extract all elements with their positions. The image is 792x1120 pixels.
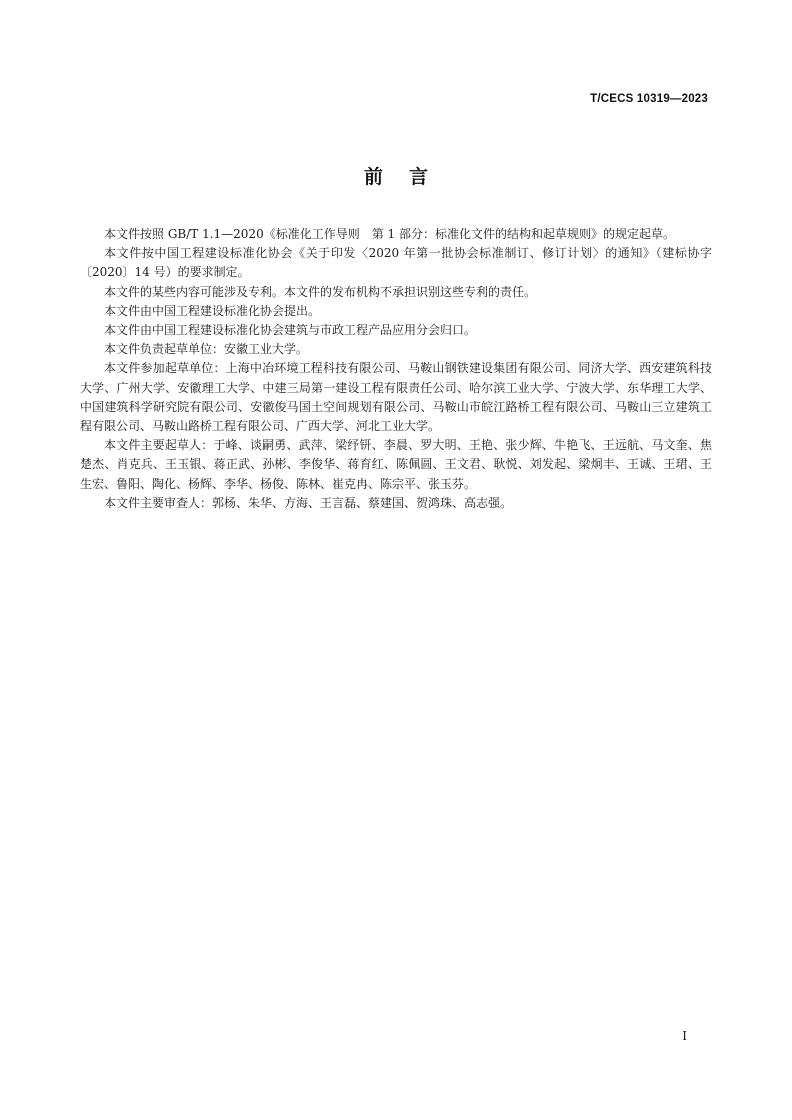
paragraph-patent-notice: 本文件的某些内容可能涉及专利。本文件的发布机构不承担识别这些专利的责任。 (104, 284, 537, 299)
paragraph-main-drafters: 本文件主要起草人：于峰、谈嗣勇、武萍、梁纾钘、李晨、罗大明、王艳、张少辉、牛艳飞、王远航、马文奎、焦楚杰、肖克兵、王玉银、蒋正武、孙彬、李俊华、蒋育红、陈佩圆、王文君、耿悦、刘发起、梁炯丰、王诚、王珺、王生宏、鲁阳、陶化、杨辉、李华、杨俊、陈林、崔克冉、陈宗平、张玉芬。 (80, 438, 712, 491)
preface-body (80, 225, 712, 513)
standard-code: T/CECS 10319—2023 (590, 93, 708, 105)
paragraph-main-reviewers: 本文件主要审查人：郭杨、朱华、方海、王言磊、蔡建国、贺鸿珠、高志强。 (104, 495, 513, 510)
paragraph-participating-units: 本文件参加起草单位：上海中冶环境工程科技有限公司、马鞍山钢铁建设集团有限公司、同济大学、西安建筑科技大学、广州大学、安徽理工大学、中建三局第一建设工程有限责任公司、哈尔滨工业大学、宁波大学、东华理工大学、中国建筑科学研究院有限公司、安徽俊马国土空间规划有限公司、马鞍山市皖江路桥工程有限公司、马鞍山三立建筑工程有限公司、马鞍山路桥工程有限公司、广西大学、河北工业大学。 (80, 361, 712, 434)
paragraph-proposed-by: 本文件由中国工程建设标准化协会提出。 (104, 303, 321, 318)
paragraph-managed-by: 本文件由中国工程建设标准化协会建筑与市政工程产品应用分会归口。 (104, 323, 477, 338)
paragraph-drafting-rules: 本文件按照 GB/T 1.1—2020《标准化工作导则 第 1 部分：标准化文件的结构和起草规则》的规定起草。 (104, 227, 675, 241)
page-title: 前言 (363, 166, 454, 188)
paragraph-plan-notice: 本文件按中国工程建设标准化协会《关于印发〈2020 年第一批协会标准制订、修订计划〉的通知》（建标协字〔2020〕14 号）的要求制定。 (80, 246, 712, 280)
paragraph-lead-drafter: 本文件负责起草单位：安徽工业大学。 (104, 342, 309, 357)
page-number: I (682, 1029, 687, 1043)
